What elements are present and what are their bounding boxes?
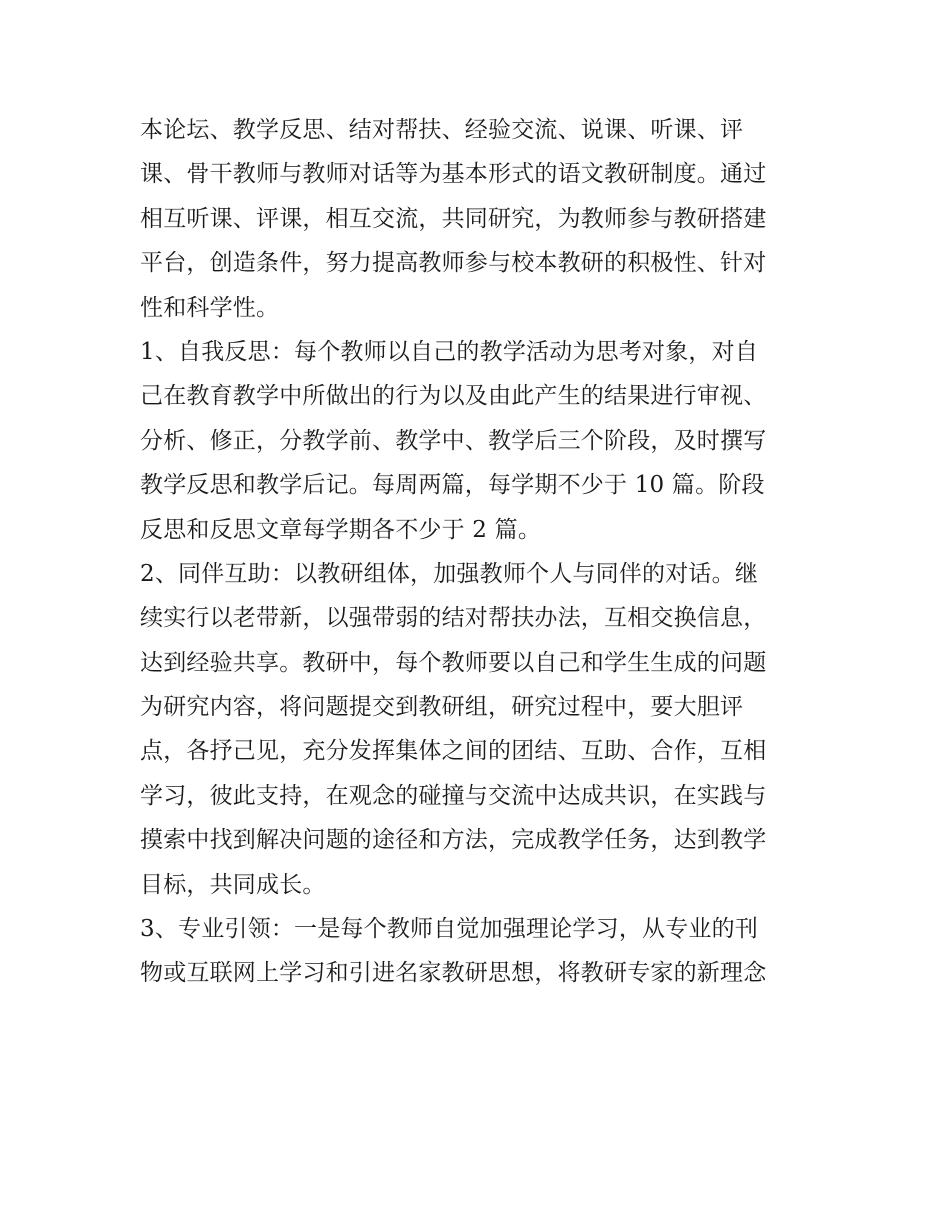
text-line: 相互听课、评课，相互交流，共同研究，为教师参与教研搭建 — [140, 205, 767, 232]
text-line: 目标，共同成长。 — [140, 871, 326, 898]
text-line: 3、专业引领：一是每个教师自觉加强理论学习，从专业的刊 — [140, 916, 759, 943]
text-line: 1、自我反思：每个教师以自己的教学活动为思考对象，对自 — [140, 338, 759, 365]
text-line: 分析、修正，分教学前、教学中、教学后三个阶段，及时撰写 — [140, 427, 767, 454]
text-line: 课、骨干教师与教师对话等为基本形式的语文教研制度。通过 — [140, 161, 767, 188]
paragraph-professional-guidance — [140, 907, 820, 996]
text-line: 2、同伴互助：以教研组体，加强教师个人与同伴的对话。继 — [140, 560, 759, 587]
text-line: 反思和反思文章每学期各不少于 2 篇。 — [140, 516, 542, 543]
paragraph-peer-support — [140, 552, 820, 907]
text-line: 本论坛、教学反思、结对帮扶、经验交流、说课、听课、评 — [140, 117, 744, 143]
text-line: 学习，彼此支持，在观念的碰撞与交流中达成共识，在实践与 — [140, 782, 767, 809]
text-line: 教学反思和教学后记。每周两篇，每学期不少于 10 篇。阶段 — [140, 472, 765, 499]
text-line: 为研究内容，将问题提交到教研组，研究过程中，要大胆评 — [140, 694, 744, 721]
text-line: 摸索中找到解决问题的途径和方法，完成教学任务，达到教学 — [140, 827, 767, 854]
paragraph-self-reflection — [140, 330, 820, 552]
text-line: 续实行以老带新，以强带弱的结对帮扶办法，互相交换信息， — [140, 605, 767, 632]
text-line: 点，各抒己见，充分发挥集体之间的团结、互助、合作，互相 — [140, 738, 767, 765]
paragraph-intro — [140, 108, 820, 330]
text-line: 物或互联网上学习和引进名家教研思想，将教研专家的新理念 — [140, 960, 767, 987]
text-line: 己在教育教学中所做出的行为以及由此产生的结果进行审视、 — [140, 383, 767, 410]
text-line: 性和科学性。 — [140, 294, 280, 321]
text-line: 达到经验共享。教研中，每个教师要以自己和学生生成的问题 — [140, 649, 767, 676]
document-body — [140, 108, 820, 996]
text-line: 平台，创造条件，努力提高教师参与校本教研的积极性、针对 — [140, 250, 767, 277]
